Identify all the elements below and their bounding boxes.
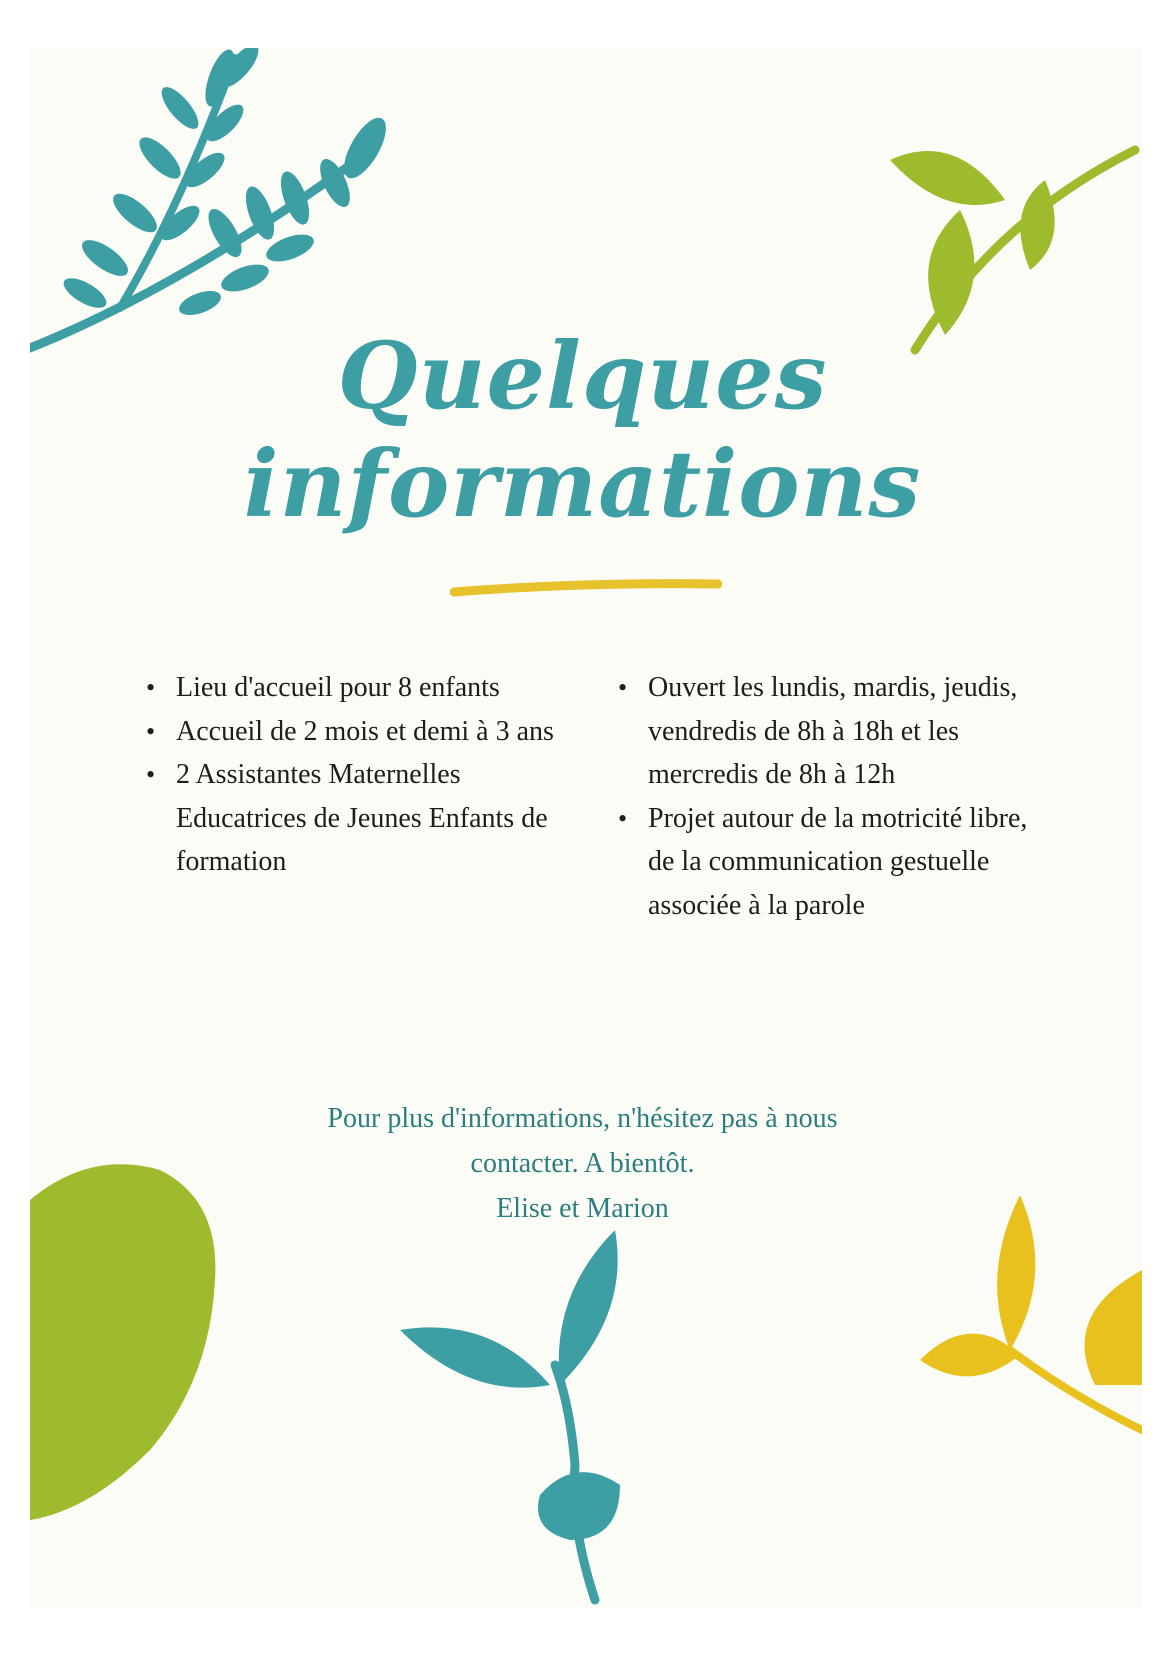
list-item: • Ouvert les lundis, mardis, jeudis, vendredis de 8h à 18h et les mercredis de 8h à 12h xyxy=(618,666,1058,797)
signature: Elise et Marion xyxy=(496,1193,669,1224)
list-item: • Projet autour de la motricité libre, de la communication gestuelle associée à la parole xyxy=(618,797,1058,928)
yellow-leaf-sprig-icon xyxy=(920,1195,1142,1455)
list-item: • Accueil de 2 mois et demi à 3 ans xyxy=(146,710,586,754)
contact-line: contacter. A bientôt. xyxy=(470,1148,695,1179)
title-underline xyxy=(450,578,722,600)
contact-line: Pour plus d'informations, n'hésitez pas à nous xyxy=(327,1103,838,1134)
teal-branch-icon xyxy=(30,48,410,368)
info-list-right xyxy=(618,666,1058,927)
list-item: • Lieu d'accueil pour 8 enfants xyxy=(146,666,586,710)
page-title: Quelques informations xyxy=(243,322,922,538)
list-item: • 2 Assistantes Maternelles Educatrices de Jeunes Enfants de formation xyxy=(146,753,586,884)
info-list-left xyxy=(146,666,586,884)
teal-sprout-icon xyxy=(400,1225,650,1605)
green-blob-icon xyxy=(30,1150,220,1520)
